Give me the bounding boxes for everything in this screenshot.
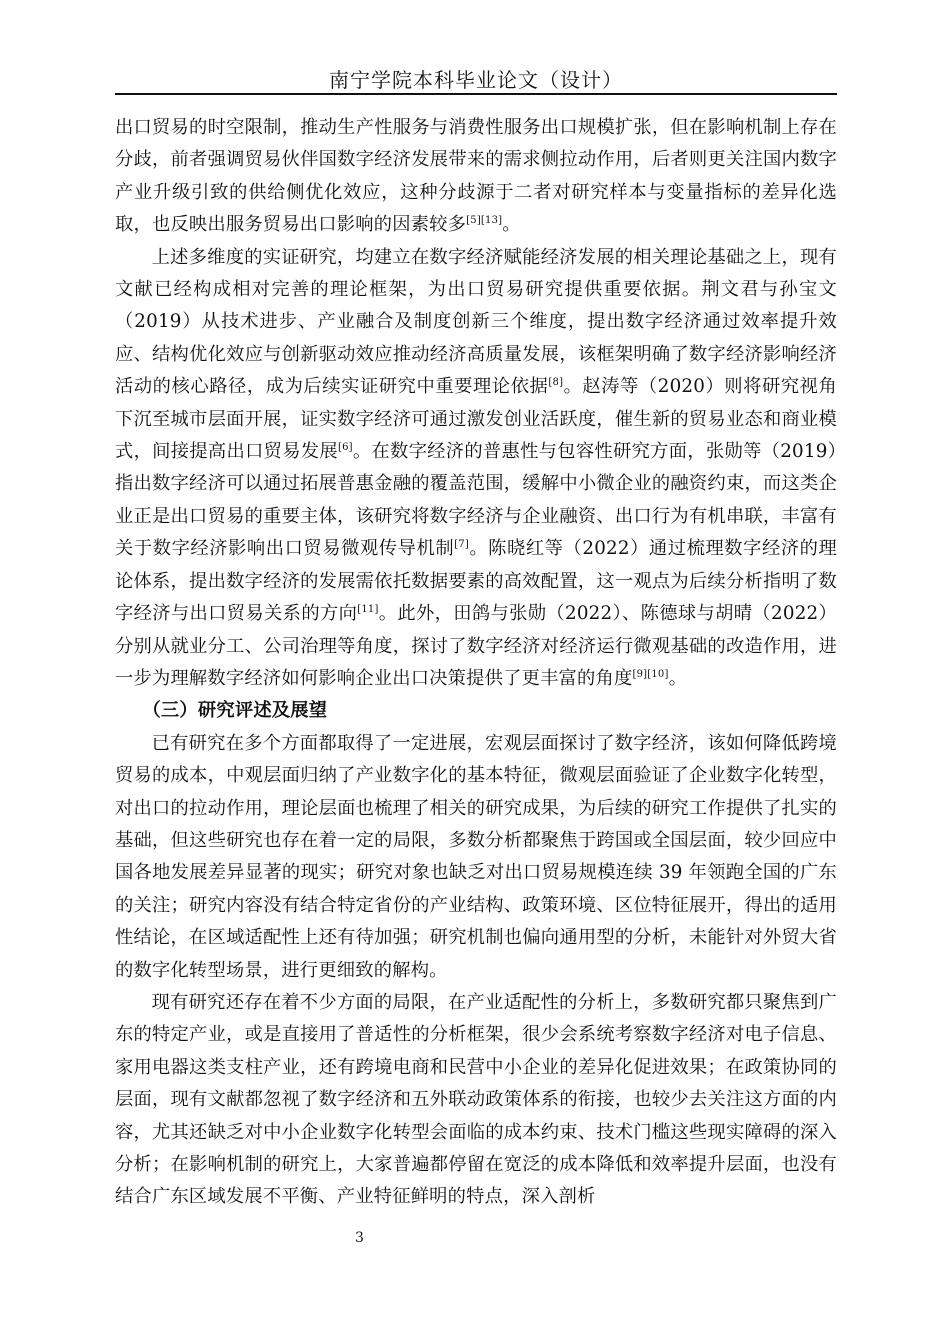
page-number: 3 xyxy=(355,1230,364,1246)
citation: [11] xyxy=(357,604,379,615)
citation: [8] xyxy=(548,377,564,389)
paragraph-1 xyxy=(115,112,837,242)
paragraph-2-text-d: 。陈晓红等（2022）通过梳理数字经济的理论体系，提出数字经济的发展需依托数据要素的高效配置，这一观点为后续分析指明了数字经济与出口贸易关系的方向 xyxy=(115,538,837,625)
citation: [7] xyxy=(454,539,469,551)
citation: [6] xyxy=(337,441,353,453)
paragraph-2 xyxy=(115,242,837,696)
paragraph-end: 。 xyxy=(502,214,521,236)
section-heading: （三）研究评述及展望 xyxy=(142,700,328,722)
paragraph-2-text-b: 。赵涛等（2020）则将研究视角下沉至城市层面开展，证实数字经济可通过激发创业活跃度，催生新的贸易业态和商业模式，间接提高出口贸易发展 xyxy=(115,376,837,463)
paragraph-2-text-e: 。此外，田鸽与张勋（2022）、陈德球与胡晴（2022）分别从就业分工、公司治理等角度，探讨了数字经济对经济运行微观基础的改造作用，进一步为理解数字经济如何影响企业出口决策提供了更丰富的角度 xyxy=(115,603,837,689)
paragraph-end: 。 xyxy=(668,667,688,689)
paragraph-2-text-c: 。在数字经济的普惠性与包容性研究方面，张勋等（2019）指出数字经济可以通过拓展普惠金融的覆盖范围，缓解中小微企业的融资约束，而这类企业正是出口贸易的重要主体，该研究将数字经济与企业融资、出口行为有机串联，丰富有关于数字经济影响出口贸易微观传导机制 xyxy=(115,441,837,560)
body-text xyxy=(115,112,837,1214)
paragraph-2-text-a: 上述多维度的实证研究，均建立在数字经济赋能经济发展的相关理论基础之上，现有文献已经构成相对完善的理论框架，为出口贸易研究提供重要依据。荆文君与孙宝文（2019）从技术进步、产业融合及制度创新三个维度，提出数字经济通过效率提升效应、结构优化效应与创新驱动效应推动经济高质量发展，该框架明确了数字经济影响经济活动的核心路径，成为后续实证研究中重要理论依据 xyxy=(115,246,837,398)
paragraph-3: 已有研究在多个方面都取得了一定进展，宏观层面探讨了数字经济，该如何降低跨境贸易的成本，中观层面归纳了产业数字化的基本特征，微观层面验证了企业数字化转型，对出口的拉动作用，理论层面也梳理了相关的研究成果，为后续的研究工作提供了扎实的基础，但这些研究也存在着一定的局限，多数分析都聚焦于跨国或全国层面，较少回应中国各地发展差异显著的现实；研究对象也缺乏对出口贸易规模连续 39 年领跑全国的广东的关注；研究内容没有结合特定省份的产业结构、政策环境、区位特征展开，得出的适用性结论，在区域适配性上还有待加强；研究机制也偏向通用型的分析，未能针对外贸大省的数字化转型场景，进行更细致的解构。 xyxy=(115,732,837,981)
running-header: 南宁学院本科毕业论文（设计） xyxy=(329,68,623,92)
citation: [9][10] xyxy=(632,668,669,680)
paragraph-1-text: 出口贸易的时空限制，推动生产性服务与消费性服务出口规模扩张，但在影响机制上存在分歧，前者强调贸易伙伴国数字经济发展带来的需求侧拉动作用，后者则更关注国内数字产业升级引致的供给侧优化效应，这种分歧源于二者对研究样本与变量指标的差异化选取，也反映出服务贸易出口影响的因素较多 xyxy=(115,117,837,236)
header-rule xyxy=(115,93,837,95)
citation: [5][13] xyxy=(466,215,503,227)
paragraph-4: 现有研究还存在着不少方面的局限，在产业适配性的分析上，多数研究都只聚焦到广东的特定产业，或是直接用了普适性的分析框架，很少会系统考察数字经济对电子信息、家用电器这类支柱产业，还有跨境电商和民营中小企业的差异化促进效果；在政策协同的层面，现有文献都忽视了数字经济和五外联动政策体系的衔接，也较少去关注这方面的内容，尤其还缺乏对中小企业数字化转型会面临的成本约束、技术门槛这些现实障碍的深入分析；在影响机制的研究上，大家普遍都停留在宽泛的成本降低和效率提升层面，也没有结合广东区域发展不平衡、产业特征鲜明的特点，深入剖析 xyxy=(115,991,837,1208)
